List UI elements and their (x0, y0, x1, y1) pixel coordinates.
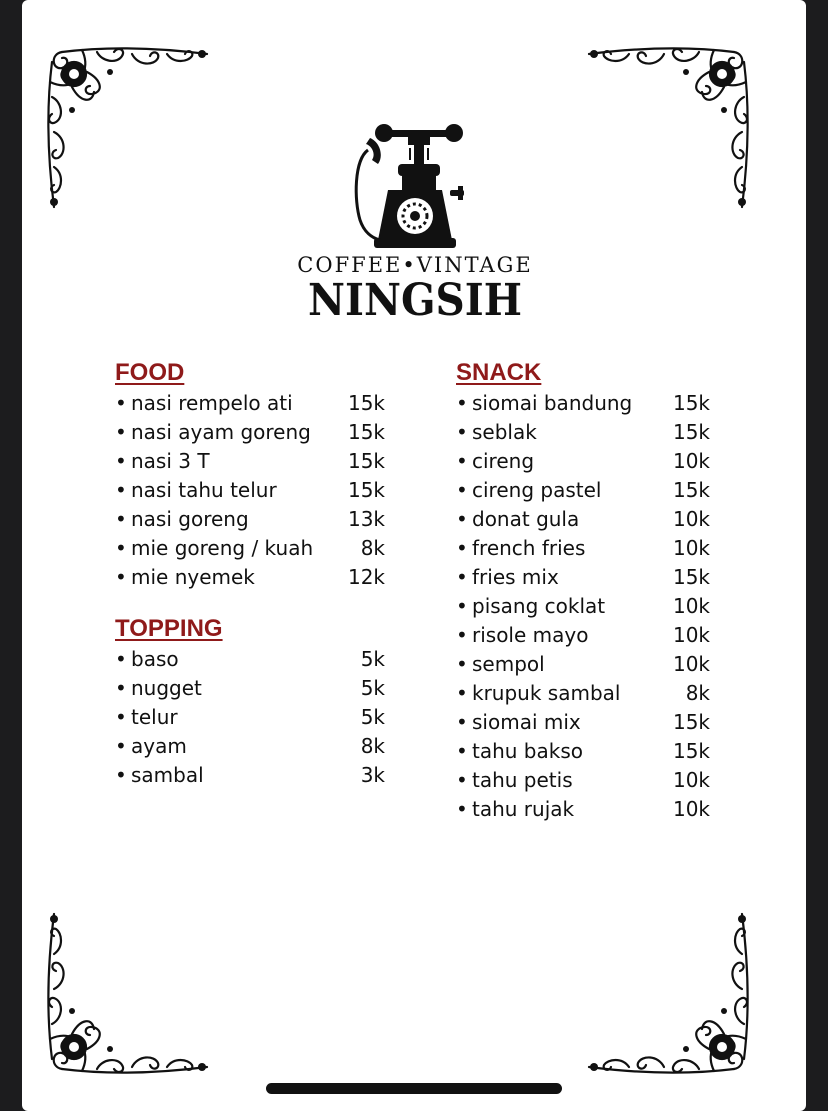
menu-item-name: nasi tahu telur (131, 478, 277, 502)
bullet-icon: • (115, 676, 127, 700)
menu-item (456, 505, 710, 534)
menu-item-price: 15k (672, 739, 710, 763)
vintage-telephone-icon (350, 120, 480, 255)
menu-item (115, 476, 385, 505)
menu-item-name: tahu bakso (472, 739, 583, 763)
menu-item-price: 10k (672, 507, 710, 531)
menu-item-price: 15k (672, 478, 710, 502)
menu-item-price: 15k (347, 449, 385, 473)
menu-item-price: 5k (360, 647, 385, 671)
menu-item (115, 645, 385, 674)
bullet-icon: • (115, 449, 127, 473)
menu-item-price: 10k (672, 536, 710, 560)
food-list (115, 389, 385, 592)
menu-item-name: sambal (131, 763, 204, 787)
menu-item (115, 418, 385, 447)
menu-item (456, 795, 710, 824)
menu-item (115, 732, 385, 761)
menu-item-price: 10k (672, 768, 710, 792)
menu-item (456, 592, 710, 621)
menu-item-price: 15k (672, 420, 710, 444)
ornament-bottom-right-icon (584, 904, 754, 1079)
menu-item-price: 8k (685, 681, 710, 705)
menu-item-name: telur (131, 705, 178, 729)
menu-item (456, 679, 710, 708)
menu-item-name: nasi 3 T (131, 449, 210, 473)
menu-item-name: mie goreng / kuah (131, 536, 314, 560)
menu-item-price: 15k (347, 391, 385, 415)
menu-item (115, 563, 385, 592)
home-indicator[interactable] (266, 1083, 562, 1094)
menu-item-price: 8k (360, 536, 385, 560)
menu-item (456, 389, 710, 418)
bullet-icon: • (456, 507, 468, 531)
menu-item-name: seblak (472, 420, 537, 444)
bullet-icon: • (115, 647, 127, 671)
menu-item-price: 10k (672, 449, 710, 473)
bullet-icon: • (115, 763, 127, 787)
brand-tagline: COFFEE•VINTAGE (297, 253, 533, 277)
bullet-icon: • (456, 420, 468, 444)
menu-item (115, 761, 385, 790)
menu-item (115, 703, 385, 732)
menu-item-name: donat gula (472, 507, 580, 531)
menu-item-name: nasi ayam goreng (131, 420, 311, 444)
menu-item (456, 766, 710, 795)
menu-item-name: mie nyemek (131, 565, 255, 589)
menu-item-price: 5k (360, 676, 385, 700)
bullet-icon: • (456, 449, 468, 473)
menu-item-name: nasi rempelo ati (131, 391, 293, 415)
bullet-icon: • (115, 734, 127, 758)
bullet-icon: • (456, 797, 468, 821)
menu-item-name: french fries (472, 536, 586, 560)
menu-item-price: 8k (360, 734, 385, 758)
bullet-icon: • (115, 507, 127, 531)
ornament-top-right-icon (584, 42, 754, 217)
menu-item (456, 418, 710, 447)
ornament-top-left-icon (42, 42, 212, 217)
menu-item-name: pisang coklat (472, 594, 606, 618)
topping-section-title: TOPPING (115, 615, 223, 642)
menu-item-price: 10k (672, 652, 710, 676)
bullet-icon: • (456, 652, 468, 676)
menu-item (456, 708, 710, 737)
menu-item-price: 15k (347, 420, 385, 444)
menu-item (115, 447, 385, 476)
menu-item (456, 447, 710, 476)
ornament-bottom-left-icon (42, 904, 212, 1079)
food-section-title: FOOD (115, 359, 185, 386)
menu-item-price: 10k (672, 594, 710, 618)
menu-item-name: nasi goreng (131, 507, 249, 531)
menu-item-name: baso (131, 647, 179, 671)
menu-item-name: nugget (131, 676, 202, 700)
bullet-icon: • (115, 420, 127, 444)
menu-item (115, 389, 385, 418)
bullet-icon: • (456, 681, 468, 705)
menu-item (456, 476, 710, 505)
bullet-icon: • (456, 594, 468, 618)
bullet-icon: • (115, 705, 127, 729)
menu-item-price: 13k (347, 507, 385, 531)
menu-item-price: 15k (672, 710, 710, 734)
menu-item-name: fries mix (472, 565, 559, 589)
menu-item (456, 650, 710, 679)
menu-item-name: cireng pastel (472, 478, 602, 502)
bullet-icon: • (456, 768, 468, 792)
menu-item-price: 10k (672, 797, 710, 821)
menu-item-price: 15k (347, 478, 385, 502)
menu-item-price: 5k (360, 705, 385, 729)
menu-item-name: siomai bandung (472, 391, 633, 415)
bullet-icon: • (456, 391, 468, 415)
menu-item-name: tahu rujak (472, 797, 575, 821)
topping-list (115, 645, 385, 790)
menu-item-price: 3k (360, 763, 385, 787)
bullet-icon: • (456, 565, 468, 589)
menu-item (456, 621, 710, 650)
brand-logo (290, 120, 540, 325)
menu-item-name: tahu petis (472, 768, 573, 792)
menu-item (115, 505, 385, 534)
bullet-icon: • (456, 710, 468, 734)
menu-item (456, 563, 710, 592)
bullet-icon: • (456, 623, 468, 647)
menu-item-name: risole mayo (472, 623, 589, 647)
menu-item (115, 534, 385, 563)
menu-item (456, 534, 710, 563)
bullet-icon: • (115, 565, 127, 589)
brand-name: NINGSIH (308, 275, 522, 326)
menu-item-name: siomai mix (472, 710, 581, 734)
bullet-icon: • (456, 478, 468, 502)
menu-item-price: 15k (672, 391, 710, 415)
menu-item-price: 15k (672, 565, 710, 589)
bullet-icon: • (115, 536, 127, 560)
bullet-icon: • (115, 391, 127, 415)
bullet-icon: • (456, 536, 468, 560)
menu-item-name: cireng (472, 449, 535, 473)
menu-item (115, 674, 385, 703)
bullet-icon: • (456, 739, 468, 763)
menu-item-price: 10k (672, 623, 710, 647)
snack-section-title: SNACK (456, 359, 542, 386)
menu-item-name: sempol (472, 652, 545, 676)
snack-list (456, 389, 710, 824)
menu-item-price: 12k (347, 565, 385, 589)
menu-item (456, 737, 710, 766)
menu-item-name: krupuk sambal (472, 681, 621, 705)
bullet-icon: • (115, 478, 127, 502)
menu-item-name: ayam (131, 734, 187, 758)
